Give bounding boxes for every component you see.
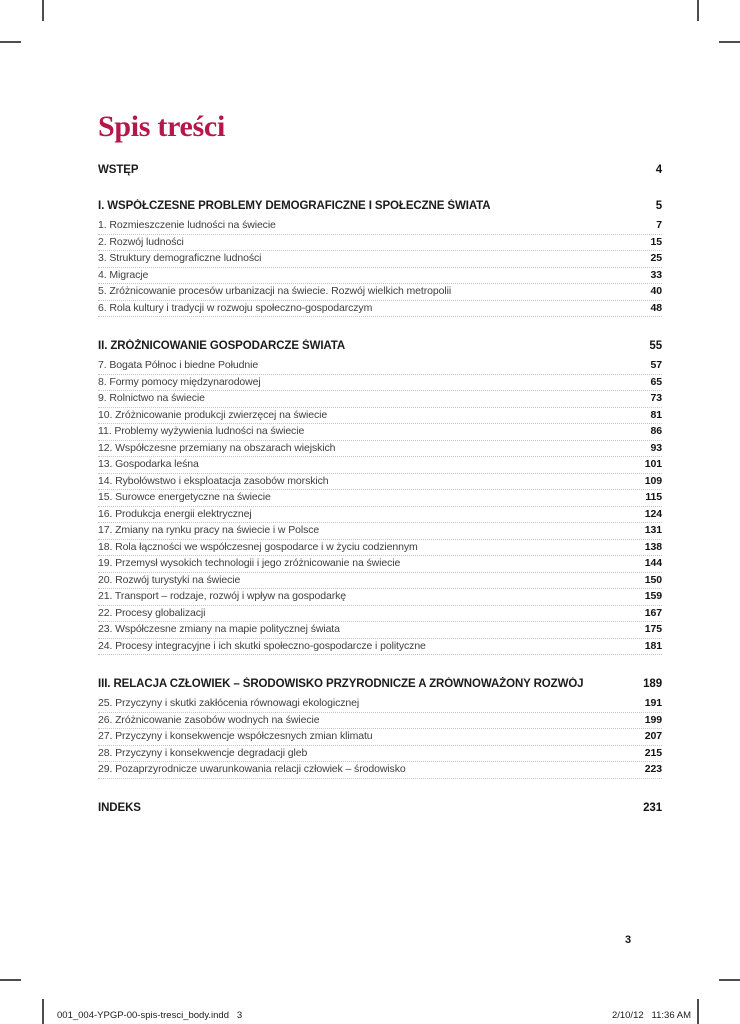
toc-section-2-item-7-page-number: 109	[644, 474, 662, 487]
toc-section-1-item-2-label: 3. Struktury demograficzne ludności	[98, 252, 262, 264]
toc-section-2-item-10	[98, 523, 662, 540]
toc-section-2-item-0-page-number: 57	[650, 359, 662, 371]
toc-section-2-item-16-page-number: 175	[644, 623, 662, 635]
toc-section-2-item-14-label: 21. Transport – rodzaje, rozwój i wpływ na gospodarkę	[98, 590, 346, 602]
toc-section-2-item-9-label: 16. Produkcja energii elektrycznej	[98, 507, 252, 520]
toc-section-2-item-0-label: 7. Bogata Północ i biedne Południe	[98, 359, 259, 371]
slug-filename: 001_004-YPGP-00-spis-tresci_body.indd 3	[57, 1010, 243, 1021]
toc-section-2-item-12-label: 19. Przemysł wysokich technologii i jego zróżnicowanie na świecie	[98, 557, 401, 569]
toc-section-2-item-1-label: 8. Formy pomocy międzynarodowej	[98, 375, 261, 388]
slug-datetime: 2/10/12 11:36 AM	[611, 1010, 691, 1021]
toc-section-2-item-16	[98, 622, 662, 639]
toc-section-2-item-8-page-number: 115	[645, 491, 662, 503]
toc-section-2-item-17	[98, 639, 662, 656]
toc-section-2-item-14	[98, 589, 662, 606]
toc-section-2-item-15	[98, 606, 662, 623]
toc-section-2-item-1-page-number: 65	[650, 375, 662, 388]
toc-section-3-item-2-label: 27. Przyczyny i konsekwencje współczesnych zmian klimatu	[98, 730, 373, 742]
toc-section-3-heading	[98, 677, 662, 691]
toc-section-2-item-5	[98, 441, 662, 458]
toc-section-2-item-6-page-number: 101	[644, 458, 662, 470]
toc-section-3-item-4	[98, 762, 662, 779]
toc-section-2-item-15-page-number: 167	[644, 606, 662, 619]
toc-section-2-item-9	[98, 507, 662, 524]
toc-section-2-item-8-label: 15. Surowce energetyczne na świecie	[98, 491, 271, 503]
toc-section-2-item-2-label: 9. Rolnictwo na świecie	[98, 392, 205, 404]
toc-section-1	[98, 199, 662, 317]
crop-mark-top-left-vertical	[42, 0, 44, 21]
toc-section-2-item-7	[98, 474, 662, 491]
toc-section-2-item-13-label: 20. Rozwój turystyki na świecie	[98, 573, 241, 586]
toc-section-2-item-3-page-number: 81	[650, 408, 662, 421]
toc-front-entry-0-label: WSTĘP	[98, 164, 139, 176]
toc-section-2-item-5-page-number: 93	[650, 441, 662, 454]
toc-section-1-item-2	[98, 251, 662, 268]
toc-section-2-item-17-page-number: 181	[644, 639, 662, 652]
slug-right-bar	[697, 999, 698, 1024]
toc-section-2-heading-label: II. ZRÓŻNICOWANIE GOSPODARCZE ŚWIATA	[98, 340, 346, 352]
toc-section-2-item-11-page-number: 138	[644, 540, 662, 553]
toc-content	[98, 108, 662, 815]
toc-section-3-item-4-page-number: 223	[644, 763, 662, 775]
toc-section-1-item-0	[98, 218, 662, 235]
toc-section-1-item-0-label: 1. Rozmieszczenie ludności na świecie	[98, 219, 276, 231]
toc-back-entry-0	[98, 801, 662, 815]
toc-section-3-item-1-page-number: 199	[644, 713, 662, 726]
toc-section-3-heading-label: III. RELACJA CZŁOWIEK – ŚRODOWISKO PRZYRODNICZE A ZRÓWNOWAŻONY ROZWÓJ	[98, 678, 584, 690]
page-number: 3	[624, 934, 632, 946]
toc-section-1-item-3-label: 4. Migracje	[98, 268, 149, 281]
crop-mark-bottom-left-horizontal	[0, 979, 21, 981]
crop-mark-bottom-right-horizontal	[719, 979, 740, 981]
toc-section-1-item-5-label: 6. Rola kultury i tradycji w rozwoju społeczno-gospodarczym	[98, 301, 373, 314]
toc-section-3	[98, 677, 662, 779]
toc-section-1-heading-label: I. WSPÓŁCZESNE PROBLEMY DEMOGRAFICZNE I SPOŁECZNE ŚWIATA	[98, 200, 491, 212]
toc-front-entry-0	[98, 163, 662, 177]
toc-section-2-item-12-page-number: 144	[644, 557, 662, 569]
toc-front-entry-0-page-number: 4	[655, 164, 662, 176]
toc-section-3-item-2	[98, 729, 662, 746]
toc-section-1-item-1-label: 2. Rozwój ludności	[98, 235, 184, 248]
toc-section-2-item-4-label: 11. Problemy wyżywienia ludności na świecie	[98, 425, 305, 437]
toc-back-entry-0-page-number: 231	[643, 801, 662, 814]
toc-section-3-item-4-label: 29. Pozaprzyrodnicze uwarunkowania relacji człowiek – środowisko	[98, 763, 406, 775]
toc-section-1-item-1	[98, 235, 662, 252]
toc-section-2-item-4-page-number: 86	[650, 425, 662, 437]
toc-section-2-item-0	[98, 358, 662, 375]
toc-section-2-item-6	[98, 457, 662, 474]
toc-section-2-heading-page-number: 55	[649, 340, 662, 352]
toc-section-1-heading	[98, 199, 662, 213]
toc-section-1-item-2-page-number: 25	[650, 252, 662, 264]
toc-section-3-item-0	[98, 696, 662, 713]
toc-section-2-item-1	[98, 375, 662, 392]
toc-section-2-item-16-label: 23. Współczesne zmiany na mapie politycznej świata	[98, 623, 340, 635]
toc-section-3-item-0-page-number: 191	[644, 697, 662, 709]
toc-back-entry-0-label: INDEKS	[98, 801, 141, 814]
toc-section-2-item-8	[98, 490, 662, 507]
toc-section-2-item-13	[98, 573, 662, 590]
toc-section-2-item-4	[98, 424, 662, 441]
toc-section-3-item-0-label: 25. Przyczyny i skutki zakłócenia równowagi ekologicznej	[98, 697, 360, 709]
toc-section-2-item-14-page-number: 159	[644, 590, 662, 602]
toc-section-2-item-17-label: 24. Procesy integracyjne i ich skutki społeczno-gospodarcze i polityczne	[98, 639, 426, 652]
toc-section-1-item-3-page-number: 33	[650, 268, 662, 281]
toc-section-2-item-3-label: 10. Zróżnicowanie produkcji zwierzęcej na świecie	[98, 408, 328, 421]
toc-section-2-item-3	[98, 408, 662, 425]
toc-section-2-item-5-label: 12. Współczesne przemiany na obszarach wiejskich	[98, 441, 336, 454]
toc-section-2-item-11	[98, 540, 662, 557]
crop-mark-top-right-horizontal	[719, 41, 740, 43]
toc-section-3-item-3	[98, 746, 662, 763]
toc-section-1-item-4-page-number: 40	[650, 285, 662, 297]
toc-section-2-item-2	[98, 391, 662, 408]
toc-section-1-item-4-label: 5. Zróżnicowanie procesów urbanizacji na świecie. Rozwój wielkich metropolii	[98, 285, 452, 297]
toc-section-2-item-7-label: 14. Rybołówstwo i eksploatacja zasobów morskich	[98, 474, 329, 487]
toc	[98, 163, 662, 815]
toc-section-1-item-4	[98, 284, 662, 301]
toc-section-2-item-2-page-number: 73	[650, 392, 662, 404]
toc-section-2-item-9-page-number: 124	[644, 507, 662, 520]
toc-section-3-item-1-label: 26. Zróżnicowanie zasobów wodnych na świecie	[98, 713, 320, 726]
toc-section-1-heading-page-number: 5	[655, 200, 662, 212]
toc-section-2-item-15-label: 22. Procesy globalizacji	[98, 606, 206, 619]
toc-section-2-item-11-label: 18. Rola łączności we współczesnej gospodarce i w życiu codziennym	[98, 540, 418, 553]
crop-mark-top-right-vertical	[697, 0, 699, 21]
toc-section-2-item-6-label: 13. Gospodarka leśna	[98, 458, 199, 470]
slug-left-bar	[43, 999, 44, 1024]
toc-section-1-item-1-page-number: 15	[650, 235, 662, 248]
toc-section-1-item-0-page-number: 7	[656, 219, 662, 231]
page-title: Spis treści	[98, 110, 225, 143]
toc-section-2-item-13-page-number: 150	[644, 573, 662, 586]
crop-mark-top-left-horizontal	[0, 41, 21, 43]
toc-section-3-heading-page-number: 189	[643, 678, 662, 690]
toc-section-2-item-10-page-number: 131	[644, 524, 662, 536]
toc-section-3-item-3-page-number: 215	[644, 746, 662, 759]
toc-section-3-item-3-label: 28. Przyczyny i konsekwencje degradacji gleb	[98, 746, 308, 759]
toc-section-2-item-10-label: 17. Zmiany na rynku pracy na świecie i w Polsce	[98, 524, 320, 536]
toc-section-2-item-12	[98, 556, 662, 573]
toc-section-1-item-5-page-number: 48	[650, 301, 662, 314]
toc-section-2	[98, 339, 662, 655]
toc-section-2-heading	[98, 339, 662, 353]
toc-section-3-item-2-page-number: 207	[644, 730, 662, 742]
toc-section-3-item-1	[98, 713, 662, 730]
toc-section-1-item-5	[98, 301, 662, 318]
toc-section-1-item-3	[98, 268, 662, 285]
